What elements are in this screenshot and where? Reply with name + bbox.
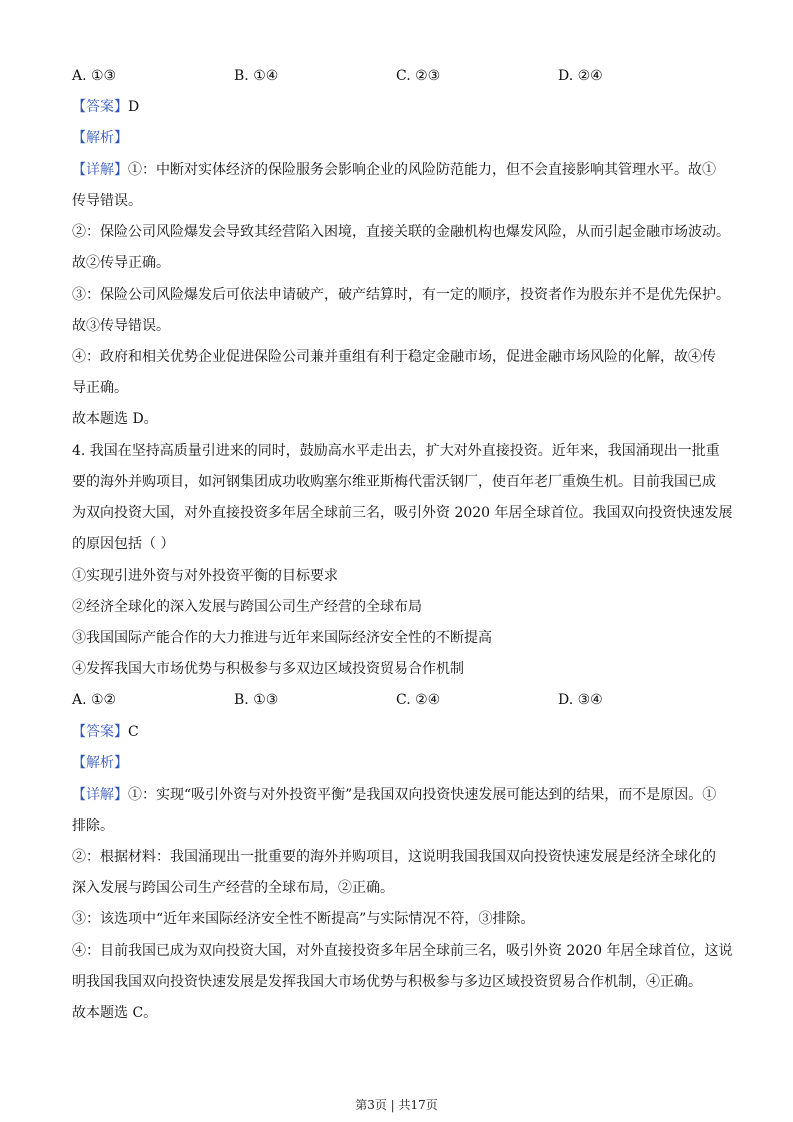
q3-detail-line: 导正确。 (72, 380, 128, 396)
q3-detail-line: 故②传导正确。 (72, 255, 170, 271)
q4-option-d: D. ③④ (558, 692, 603, 708)
q3-conclusion: 故本题选 D。 (72, 411, 158, 427)
q4-choice: ②经济全球化的深入发展与跨国公司生产经营的全球布局 (72, 599, 422, 615)
q4-stem-line: 的原因包括（ ） (72, 536, 175, 552)
q3-option-d: D. ②④ (558, 68, 603, 84)
q4-stem-line: 4. 我国在坚持高质量引进来的同时，鼓励高水平走出去，扩大对外直接投资。近年来，我国涌现出一批重 (72, 443, 720, 459)
analysis-tag: 【解析】 (72, 755, 128, 771)
analysis-tag: 【解析】 (72, 130, 128, 146)
q4-detail-line: ③：该选项中“近年来国际经济安全性不断提高”与实际情况不符，③排除。 (72, 911, 535, 927)
q3-detail-line: ④：政府和相关优势企业促进保险公司兼并重组有利于稳定金融市场，促进金融市场风险的化解，故④传 (72, 349, 716, 365)
q3-detail-line: ②：保险公司风险爆发会导致其经营陷入困境，直接关联的金融机构也爆发风险，从而引起金融市场波动。 (72, 224, 730, 240)
q4-detail-line: 深入发展与跨国公司生产经营的全球布局，②正确。 (72, 880, 394, 896)
detail-tag: 【详解】 (72, 162, 128, 178)
q3-option-b: B. ①④ (234, 68, 279, 84)
q3-detail-line: ③：保险公司风险爆发后可依法申请破产，破产结算时，有一定的顺序，投资者作为股东并不是优先保护。 (72, 287, 730, 303)
q3-detail-line: 传导错误。 (72, 193, 142, 209)
q4-option-c: C. ②④ (396, 692, 441, 708)
q4-choice: ③我国国际产能合作的大力推进与近年来国际经济安全性的不断提高 (72, 630, 492, 646)
q4-analysis-heading (72, 753, 128, 773)
detail-text: ①：中断对实体经济的保险服务会影响企业的风险防范能力，但不会直接影响其管理水平。故① (128, 162, 716, 178)
q4-stem-line: 要的海外并购项目，如河钢集团成功收购塞尔维亚斯梅代雷沃钢厂，使百年老厂重焕生机。目前我国已成 (72, 474, 716, 490)
answer-value: D (128, 99, 140, 115)
q3-option-c: C. ②③ (396, 68, 441, 84)
q4-detail-line: ④：目前我国已成为双向投资大国，对外直接投资多年居全球前三名，吸引外资 2020 年居全球首位，这说 (72, 943, 733, 959)
q4-option-b: B. ①③ (234, 692, 279, 708)
detail-tag: 【详解】 (72, 787, 128, 803)
q4-conclusion: 故本题选 C。 (72, 1005, 158, 1021)
q3-detail-line (72, 160, 716, 180)
q4-detail-line: ②：根据材料：我国涌现出一批重要的海外并购项目，这说明我国我国双向投资快速发展是经济全球化的 (72, 849, 716, 865)
answer-tag: 【答案】 (72, 99, 128, 115)
q3-option-a: A. ①③ (72, 68, 117, 84)
q3-detail-line: 故③传导错误。 (72, 318, 170, 334)
answer-value: C (128, 724, 139, 740)
q4-choice: ①实现引进外资与对外投资平衡的目标要求 (72, 568, 338, 584)
q4-detail-line (72, 785, 716, 805)
q3-answer (72, 97, 139, 117)
detail-text: ①：实现“吸引外资与对外投资平衡”是我国双向投资快速发展可能达到的结果，而不是原因。① (128, 787, 717, 803)
q4-answer (72, 722, 139, 742)
answer-tag: 【答案】 (72, 724, 128, 740)
q4-detail-line: 明我国我国双向投资快速发展是发挥我国大市场优势与积极参与多边区域投资贸易合作机制，④正确。 (72, 974, 702, 990)
q3-analysis-heading (72, 128, 128, 148)
q4-stem-line: 为双向投资大国，对外直接投资多年居全球前三名，吸引外资 2020 年居全球首位。我国双向投资快速发展 (72, 505, 733, 521)
page-footer: 第3页 | 共17页 (355, 1098, 438, 1112)
q4-detail-line: 排除。 (72, 818, 114, 834)
q4-option-a: A. ①② (72, 692, 117, 708)
q4-choice: ④发挥我国大市场优势与积极参与多双边区域投资贸易合作机制 (72, 661, 464, 677)
